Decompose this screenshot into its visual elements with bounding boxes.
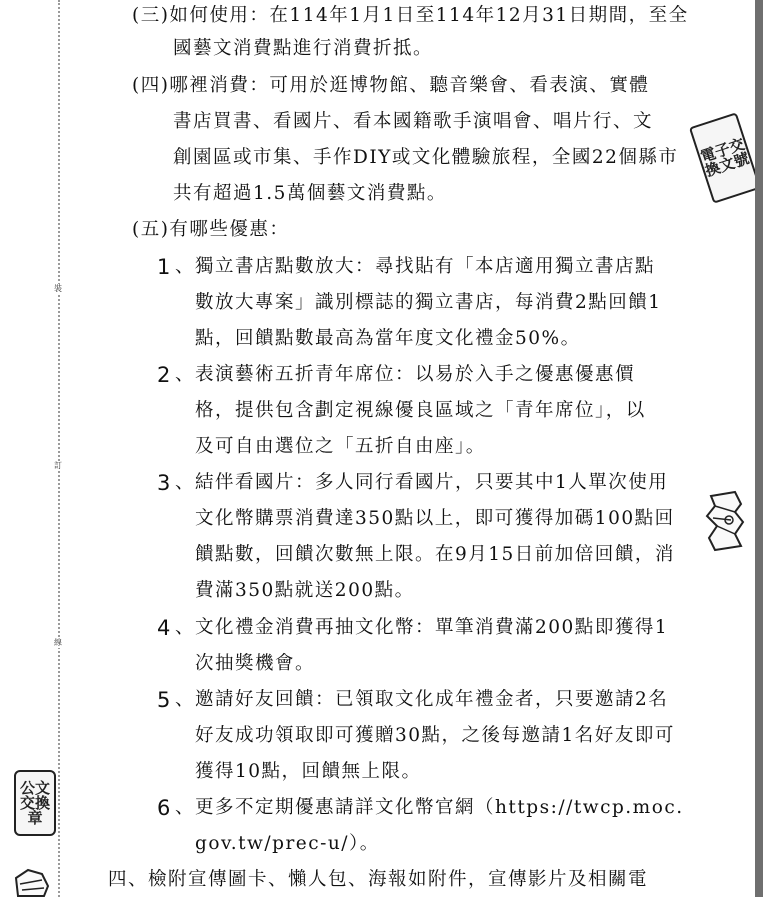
binding-mark-zhuang: 裝 (54, 284, 62, 293)
offer-3-line-4: 費滿350點就送200點。 (195, 580, 415, 601)
offer-1-line-1: 、獨立書店點數放大：尋找貼有「本店適用獨立書店點 (175, 256, 656, 277)
offer-3-number: 3 (157, 471, 171, 495)
offer-3-line-1: 、結伴看國片：多人同行看國片，只要其中1人單次使用 (175, 472, 669, 493)
offer-5-line-2: 好友成功領取即可獲贈30點，之後每邀請1名好友即可 (195, 725, 675, 746)
seal-stamp-bottom-icon (14, 866, 50, 897)
item-4-line-1: (四)哪裡消費：可用於逛博物館、聽音樂會、看表演、實體 (132, 75, 650, 96)
offer-5-line-1: 、邀請好友回饋：已領取文化成年禮金者，只要邀請2名 (175, 689, 669, 710)
item-3-line-1: (三)如何使用：在114年1月1日至114年12月31日期間，至全 (132, 5, 689, 26)
offer-2-number: 2 (157, 363, 171, 387)
window-edge (755, 0, 763, 897)
offer-4-number: 4 (157, 616, 171, 640)
offer-1-line-2: 數放大專案」識別標誌的獨立書店，每消費2點回饋1 (195, 292, 662, 313)
binding-mark-ding: 訂 (54, 461, 62, 470)
offer-6-line-1: 、更多不定期優惠請詳文化幣官網（https://twcp.moc. (175, 797, 684, 818)
item-5-title: (五)有哪些優惠： (132, 219, 290, 240)
binding-mark-xian: 線 (54, 638, 62, 647)
offer-1-number: 1 (157, 255, 171, 279)
offer-4-line-1: 、文化禮金消費再抽文化幣：單筆消費滿200點即獲得1 (175, 617, 669, 638)
offer-6-line-2: gov.tw/prec-u/）。 (195, 833, 380, 854)
offer-3-line-2: 文化幣購票消費達350點以上，即可獲得加碼100點回 (195, 508, 675, 529)
offer-2-line-3: 及可自由選位之「五折自由座」。 (195, 436, 486, 457)
item-3-line-2: 國藝文消費點進行消費折抵。 (173, 38, 434, 59)
offer-1-line-3: 點，回饋點數最高為當年度文化禮金50%。 (195, 328, 581, 349)
offer-2-line-2: 格，提供包含劃定視線優良區域之「青年席位」，以 (195, 400, 646, 421)
offer-3-line-3: 饋點數，回饋次數無上限。在9月15日前加倍回饋，消 (195, 544, 675, 565)
offer-4-line-2: 次抽獎機會。 (195, 653, 316, 674)
offer-5-number: 5 (157, 688, 171, 712)
binding-line (58, 0, 60, 897)
offer-2-line-1: 、表演藝術五折青年席位：以易於入手之優惠優惠價 (175, 364, 636, 385)
item-4-line-2: 書店買書、看國片、看本國籍歌手演唱會、唱片行、文 (173, 111, 654, 132)
offer-6-number: 6 (157, 796, 171, 820)
item-4-line-4: 共有超過1.5萬個藝文消費點。 (173, 183, 447, 204)
offer-5-line-3: 獲得10點，回饋無上限。 (195, 761, 422, 782)
item-4-line-3: 創園區或市集、手作DIY或文化體驗旅程，全國22個縣市 (173, 147, 679, 168)
seal-stamp-icon (705, 490, 745, 552)
exchange-stamp-top-right: 電子交換文號 (689, 112, 761, 204)
section-4-line-1: 四、檢附宣傳圖卡、懶人包、海報如附件，宣傳影片及相關電 (108, 869, 649, 890)
exchange-stamp-bottom-left: 公文交換章 (14, 770, 56, 836)
